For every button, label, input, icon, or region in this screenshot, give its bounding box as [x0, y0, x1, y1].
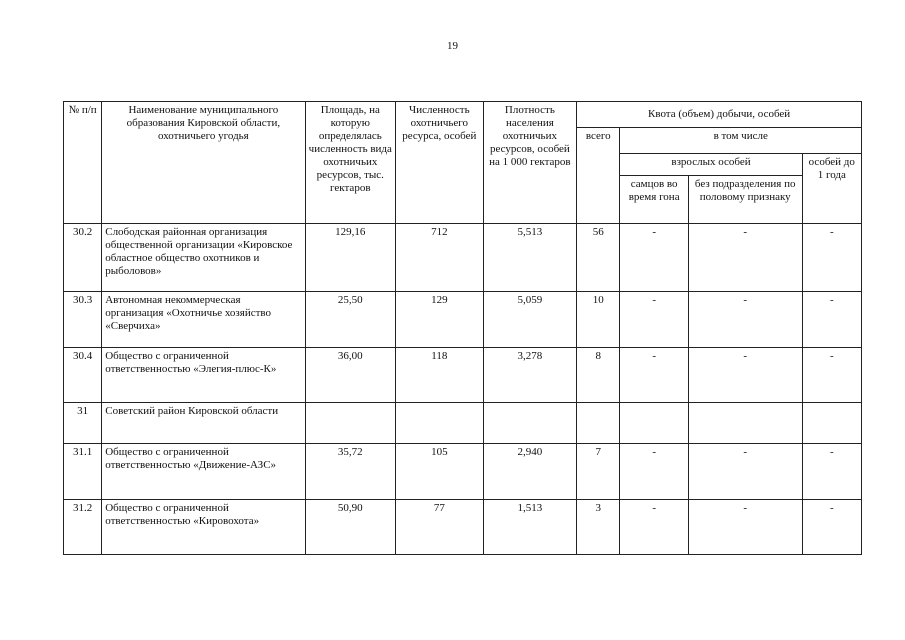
row-name: Слободская районная организация общественной организации «Кировское областное общество охотников и рыболовов» — [102, 224, 305, 292]
row-num: 31.1 — [64, 444, 102, 500]
header-total: всего — [577, 128, 620, 224]
row-num: 30.3 — [64, 292, 102, 348]
table-row — [64, 444, 862, 500]
row-males: - — [620, 500, 688, 555]
row-no-sex: - — [688, 348, 802, 403]
row-under-one: - — [802, 224, 861, 292]
row-males: - — [620, 292, 688, 348]
header-under-one: особей до 1 года — [802, 154, 861, 224]
header-including: в том числе — [620, 128, 862, 154]
header-density: Плотность населения охотничьих ресурсов, особей на 1 000 гектаров — [483, 102, 577, 224]
row-males: - — [620, 348, 688, 403]
row-count: 118 — [396, 348, 484, 403]
row-name: Советский район Кировской области — [102, 403, 305, 444]
header-quota: Квота (объем) добычи, особей — [577, 102, 862, 128]
row-density: 3,278 — [483, 348, 577, 403]
header-no-sex: без подразделения по половому признаку — [688, 176, 802, 224]
row-density: 5,513 — [483, 224, 577, 292]
row-area: 35,72 — [305, 444, 396, 500]
row-name: Общество с ограниченной ответственностью «Элегия-плюс-К» — [102, 348, 305, 403]
row-no-sex — [688, 403, 802, 444]
row-total: 3 — [577, 500, 620, 555]
row-area: 25,50 — [305, 292, 396, 348]
row-under-one: - — [802, 500, 861, 555]
row-total: 7 — [577, 444, 620, 500]
row-under-one: - — [802, 292, 861, 348]
row-males: - — [620, 224, 688, 292]
row-count: 712 — [396, 224, 484, 292]
row-density — [483, 403, 577, 444]
row-under-one: - — [802, 348, 861, 403]
row-no-sex: - — [688, 444, 802, 500]
row-density: 1,513 — [483, 500, 577, 555]
row-total — [577, 403, 620, 444]
table-body — [64, 224, 862, 555]
row-under-one — [802, 403, 861, 444]
header-num: № п/п — [64, 102, 102, 224]
row-males: - — [620, 444, 688, 500]
header-area: Площадь, на которую определялась численность вида охотничьих ресурсов, тыс. гектаров — [305, 102, 396, 224]
row-no-sex: - — [688, 224, 802, 292]
header-name: Наименование муниципального образования Кировской области, охотничьего угодья — [102, 102, 305, 224]
table-row — [64, 500, 862, 555]
row-count: 105 — [396, 444, 484, 500]
row-count: 129 — [396, 292, 484, 348]
quota-table — [63, 101, 862, 555]
row-density: 5,059 — [483, 292, 577, 348]
row-total: 56 — [577, 224, 620, 292]
row-num: 31 — [64, 403, 102, 444]
row-no-sex: - — [688, 292, 802, 348]
row-name: Общество с ограниченной ответственностью «Движение-АЗС» — [102, 444, 305, 500]
page-number: 19 — [447, 40, 458, 52]
header-count: Численность охотничьего ресурса, особей — [396, 102, 484, 224]
row-under-one: - — [802, 444, 861, 500]
row-num: 31.2 — [64, 500, 102, 555]
row-total: 8 — [577, 348, 620, 403]
row-num: 30.2 — [64, 224, 102, 292]
row-name: Общество с ограниченной ответственностью «Кировохота» — [102, 500, 305, 555]
table-row — [64, 403, 862, 444]
row-total: 10 — [577, 292, 620, 348]
row-count — [396, 403, 484, 444]
row-no-sex: - — [688, 500, 802, 555]
table-row — [64, 348, 862, 403]
row-area: 50,90 — [305, 500, 396, 555]
row-area — [305, 403, 396, 444]
row-area: 129,16 — [305, 224, 396, 292]
row-count: 77 — [396, 500, 484, 555]
header-males: самцов во время гона — [620, 176, 688, 224]
row-name: Автономная некоммерческая организация «Охотничье хозяйство «Сверчиха» — [102, 292, 305, 348]
row-num: 30.4 — [64, 348, 102, 403]
row-area: 36,00 — [305, 348, 396, 403]
table-header — [64, 102, 862, 224]
row-density: 2,940 — [483, 444, 577, 500]
row-males — [620, 403, 688, 444]
table-row — [64, 292, 862, 348]
header-adults: взрослых особей — [620, 154, 802, 176]
table-row — [64, 224, 862, 292]
